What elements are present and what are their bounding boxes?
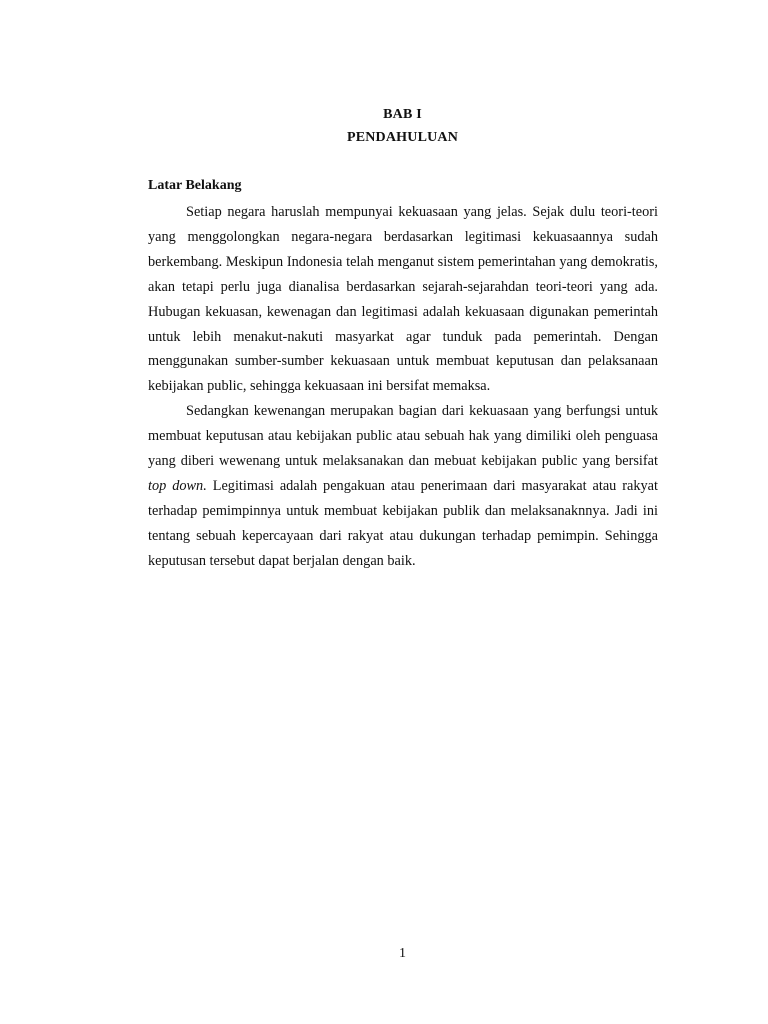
body-text [148, 200, 658, 574]
paragraph-2-text-after: Legitimasi adalah pengakuan atau penerimaan dari masyarakat atau rakyat terhadap pemimpinnya untuk membuat kebijakan publik dan melaksanaknnya. Jadi ini tentang sebuah kepercayaan dari rakyat atau dukungan terhadap pemimpin. Sehingga keputusan tersebut dapat berjalan dengan baik. [148, 477, 658, 569]
page-number: 1 [399, 946, 406, 961]
section-heading: Latar Belakang [148, 178, 242, 193]
emphasis-top-down: top down. [148, 477, 207, 494]
paragraph-1: Setiap negara haruslah mempunyai kekuasaan yang jelas. Sejak dulu teori-teori yang menggolongkan negara-negara berdasarkan legitimasi kekuasaannya sudah berkembang. Meskipun Indonesia telah menganut sistem pemerintahan yang demokratis, akan tetapi perlu juga dianalisa berdasarkan sejarah-sejarahdan teori-teori yang ada. Hubugan kekuasan, kewenagan dan legitimasi adalah kekuasaan digunakan pemerintah untuk lebih menakut-nakuti masyarkat agar tunduk pada pemerintah. Dengan menggunakan sumber-sumber kekuasaan untuk membuat keputusan dan pelaksanaan kebijakan public, sehingga kekuasaan ini bersifat memaksa. [148, 204, 658, 395]
chapter-number: BAB I [383, 107, 422, 122]
paragraph-2-text-before: Sedangkan kewenangan merupakan bagian dari kekuasaan yang berfungsi untuk membuat keputusan atau kebijakan public atau sebuah hak yang dimiliki oleh penguasa yang diberi wewenang untuk melaksanakan dan mebuat kebijakan public yang bersifat [148, 403, 658, 470]
chapter-title: PENDAHULUAN [346, 130, 459, 145]
paragraph-2 [148, 399, 658, 573]
